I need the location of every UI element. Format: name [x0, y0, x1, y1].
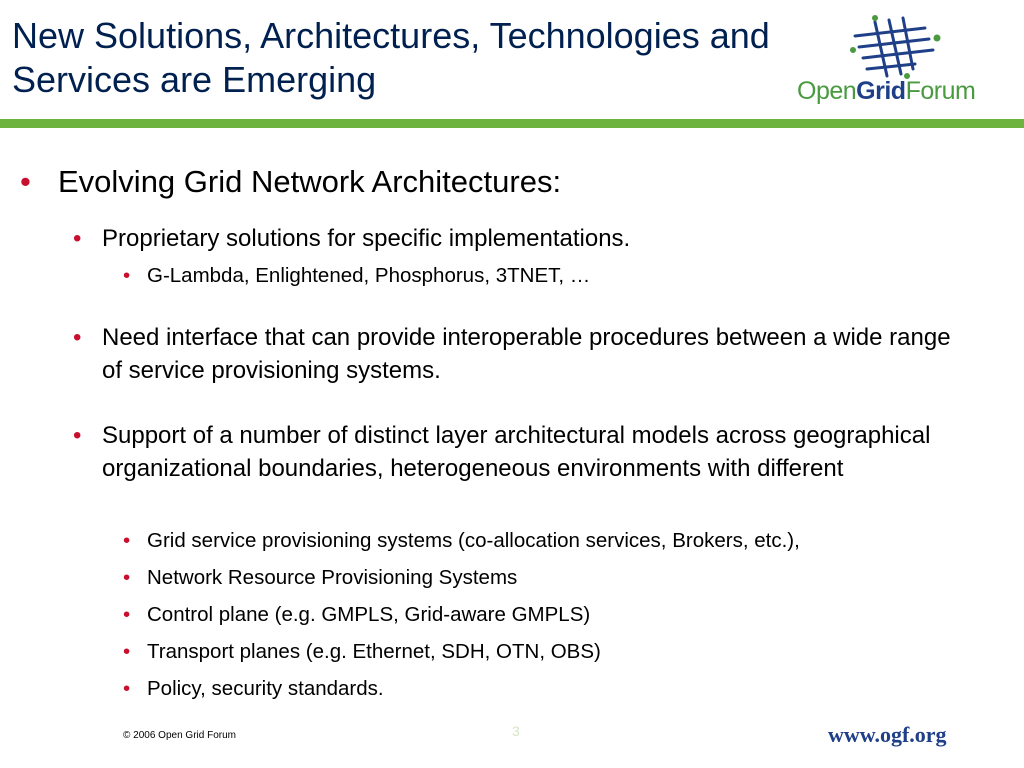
sub-list-item: [123, 564, 1003, 592]
bullet-icon: •: [123, 640, 131, 663]
list-item-text: Support of a number of distinct layer architectural models across geographical organizational boundaries, heterogeneous environments with different: [102, 422, 931, 482]
slide-title-line-2: Services are Emerging: [12, 59, 377, 100]
sub-list-item: [123, 638, 1003, 666]
sub-list-item-text: Transport planes (e.g. Ethernet, SDH, OTN, OBS): [147, 640, 601, 663]
bullet-icon: •: [123, 529, 131, 552]
bullet-icon: •: [20, 164, 31, 199]
sub-list-item-text: Control plane (e.g. GMPLS, Grid-aware GMPLS): [147, 603, 591, 626]
open-grid-forum-logo: [795, 14, 985, 109]
sub-list-item-text: Network Resource Provisioning Systems: [147, 566, 518, 589]
bullet-icon: •: [123, 566, 131, 589]
bullet-icon: •: [73, 324, 82, 351]
page-number: 3: [512, 723, 520, 739]
heading-bullet: [20, 162, 561, 202]
footer-copyright: © 2006 Open Grid Forum: [123, 730, 236, 741]
slide-title: [12, 14, 862, 102]
sub-list-item-text: Grid service provisioning systems (co-allocation services, Brokers, etc.),: [147, 529, 800, 552]
list-item: [73, 222, 993, 255]
sub-list-item: [123, 527, 1003, 555]
bullet-icon: •: [123, 603, 131, 626]
logo-wordmark: [797, 77, 975, 106]
list-item-text: Need interface that can provide interoperable procedures between a wide range of service provisioning systems.: [102, 324, 951, 384]
bullet-icon: •: [73, 225, 82, 252]
sub-list-item-text: Policy, security standards.: [147, 677, 384, 700]
sub-list-item-text: G-Lambda, Enlightened, Phosphorus, 3TNET, …: [147, 264, 591, 287]
sub-list-item: [123, 675, 1003, 703]
list-item-text: Proprietary solutions for specific implementations.: [102, 225, 631, 252]
sub-list-item: [123, 601, 1003, 629]
footer-url[interactable]: www.ogf.org: [828, 722, 947, 747]
slide-title-line-1: New Solutions, Architectures, Technologies and: [12, 15, 770, 56]
bullet-heading-text: Evolving Grid Network Architectures:: [58, 164, 562, 199]
list-item: [73, 321, 973, 387]
logo-word-open: Open: [797, 77, 857, 105]
grid-net-icon: [845, 14, 945, 82]
bullet-icon: •: [123, 264, 131, 287]
logo-word-grid: Grid: [856, 77, 906, 105]
logo-word-forum: Forum: [905, 77, 976, 105]
bullet-icon: •: [123, 677, 131, 700]
list-item: [73, 419, 993, 485]
header-accent-rule: [0, 119, 1024, 128]
bullet-icon: •: [73, 422, 82, 449]
sub-list-item: [123, 262, 1003, 290]
